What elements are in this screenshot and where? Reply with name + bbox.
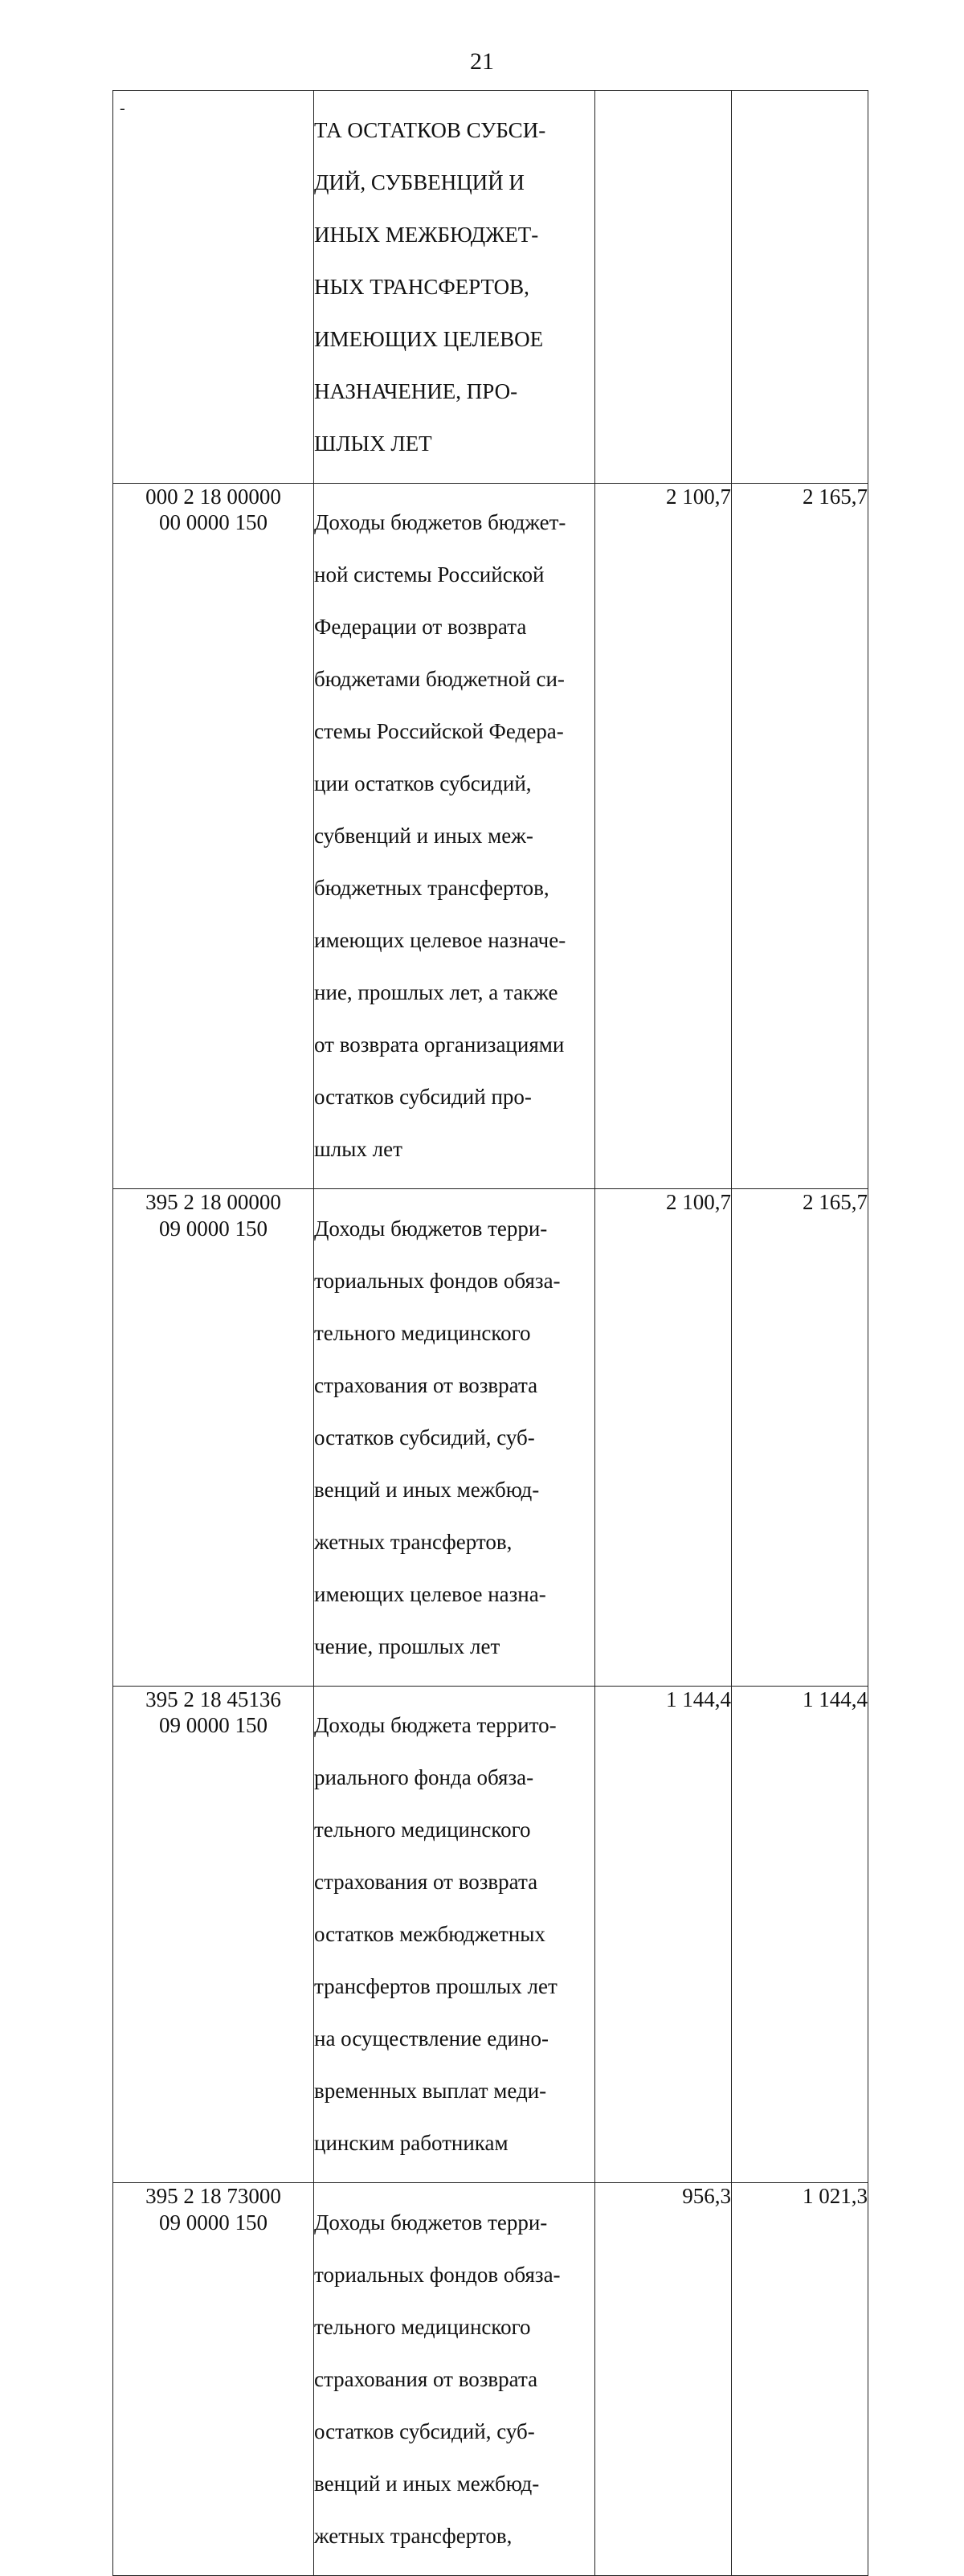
name-line: бюджетами бюджетной си-: [314, 667, 565, 691]
dash-mark: -: [120, 100, 125, 117]
code-line: 395 2 18 00000: [145, 1190, 281, 1214]
name-line: остатков субсидий, суб-: [314, 2419, 535, 2443]
name-line: НЫХ ТРАНСФЕРТОВ,: [314, 274, 529, 299]
name-line: Доходы бюджетов терри-: [314, 1216, 548, 1241]
amount-cell-year1: 2 100,7: [595, 1189, 732, 1687]
name-line: риального фонда обяза-: [314, 1765, 534, 1789]
table-row: [113, 483, 868, 1189]
name-line: ШЛЫХ ЛЕТ: [314, 431, 432, 456]
name-line: страхования от возврата: [314, 2366, 538, 2391]
name-line: ТА ОСТАТКОВ СУБСИ-: [314, 117, 546, 142]
name-line: субвенций и иных меж-: [314, 824, 533, 848]
name-line: ИМЕЮЩИХ ЦЕЛЕВОЕ: [314, 326, 544, 351]
table-row: [113, 91, 868, 484]
income-name-cell: [314, 483, 595, 1189]
amount-cell-year1: 956,3: [595, 2183, 732, 2576]
classification-code-cell: [113, 91, 314, 484]
name-line: временных выплат меди-: [314, 2079, 547, 2103]
name-line: страхования от возврата: [314, 1870, 538, 1894]
name-line: жетных трансфертов,: [314, 1529, 513, 1554]
code-line: 09 0000 150: [159, 2210, 268, 2235]
budget-table: [112, 90, 868, 2576]
name-line: венций и иных межбюд-: [314, 1477, 540, 1502]
name-line: тельного медицинского: [314, 1320, 531, 1345]
name-line: страхования от возврата: [314, 1372, 538, 1397]
page-number: 21: [470, 48, 494, 75]
name-line: жетных трансфертов,: [314, 2523, 513, 2548]
name-line: тельного медицинского: [314, 2314, 531, 2339]
classification-code-cell: [113, 1686, 314, 2183]
name-line: ние, прошлых лет, а также: [314, 980, 558, 1004]
name-line: остатков субсидий, суб-: [314, 1425, 535, 1450]
name-line: ториальных фондов обяза-: [314, 1268, 561, 1293]
amount-cell-year2: 1 144,4: [732, 1686, 868, 2183]
table-row: [113, 2183, 868, 2576]
code-line: 09 0000 150: [159, 1713, 268, 1737]
table-row: [113, 1686, 868, 2183]
name-line: ной системы Российской: [314, 562, 545, 587]
name-line: цинским работникам: [314, 2131, 509, 2155]
table-row: [113, 1189, 868, 1687]
name-line: чение, прошлых лет: [314, 1634, 500, 1658]
name-line: ции остатков субсидий,: [314, 771, 532, 795]
amount-cell-year2: 2 165,7: [732, 483, 868, 1189]
income-name-cell: [314, 1686, 595, 2183]
amount-cell-year2: [732, 91, 868, 484]
name-line: трансфертов прошлых лет: [314, 1974, 558, 1998]
name-line: остатков межбюджетных: [314, 1922, 545, 1946]
income-name-cell: [314, 91, 595, 484]
name-line: НАЗНАЧЕНИЕ, ПРО-: [314, 378, 518, 403]
name-line: Доходы бюджета террито-: [314, 1713, 557, 1737]
name-line: шлых лет: [314, 1137, 402, 1161]
code-line: 00 0000 150: [159, 510, 268, 534]
name-line: Доходы бюджетов терри-: [314, 2210, 548, 2235]
name-line: остатков субсидий про-: [314, 1085, 532, 1109]
code-line: 09 0000 150: [159, 1216, 268, 1241]
classification-code-cell: [113, 483, 314, 1189]
name-line: ДИЙ, СУБВЕНЦИЙ И: [314, 170, 525, 194]
name-line: на осуществление едино-: [314, 2026, 549, 2051]
code-line: 395 2 18 73000: [145, 2184, 281, 2208]
name-line: имеющих целевое назна-: [314, 1581, 546, 1606]
code-line: 395 2 18 45136: [145, 1687, 281, 1711]
name-line: венций и иных межбюд-: [314, 2471, 540, 2496]
amount-cell-year2: 1 021,3: [732, 2183, 868, 2576]
classification-code-cell: [113, 1189, 314, 1687]
name-line: стемы Российской Федера-: [314, 719, 564, 743]
income-name-cell: [314, 2183, 595, 2576]
name-line: тельного медицинского: [314, 1818, 531, 1842]
classification-code-cell: [113, 2183, 314, 2576]
name-line: ториальных фондов обяза-: [314, 2262, 561, 2287]
amount-cell-year1: 1 144,4: [595, 1686, 732, 2183]
name-line: бюджетных трансфертов,: [314, 876, 549, 900]
amount-cell-year1: [595, 91, 732, 484]
amount-cell-year2: 2 165,7: [732, 1189, 868, 1687]
name-line: Доходы бюджетов бюджет-: [314, 510, 566, 534]
code-line: 000 2 18 00000: [145, 484, 281, 509]
name-line: Федерации от возврата: [314, 615, 527, 639]
income-name-cell: [314, 1189, 595, 1687]
name-line: имеющих целевое назначе-: [314, 928, 566, 952]
amount-cell-year1: 2 100,7: [595, 483, 732, 1189]
name-line: ИНЫХ МЕЖБЮДЖЕТ-: [314, 222, 539, 247]
name-line: от возврата организациями: [314, 1032, 565, 1057]
